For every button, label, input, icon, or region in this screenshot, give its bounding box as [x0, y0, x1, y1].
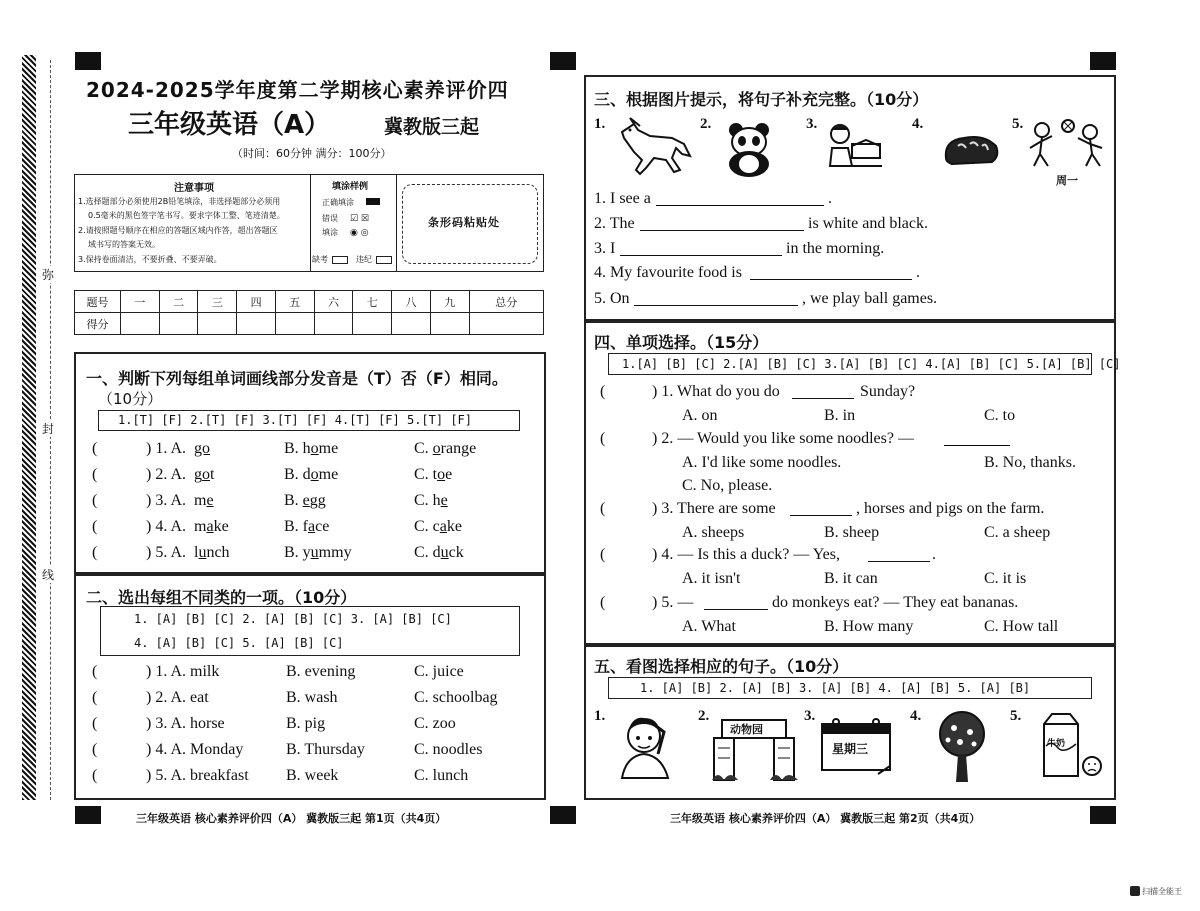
violation-box	[376, 256, 392, 264]
score-cell[interactable]	[237, 313, 276, 335]
section-1-answer-row[interactable]: 1.[T] [F] 2.[T] [F] 3.[T] [F] 4.[T] [F] 5.[T] [F]	[118, 413, 473, 427]
alignment-mark-bl	[75, 806, 101, 824]
section-1-points: （10分）	[98, 390, 163, 408]
option-text: ck	[448, 544, 464, 561]
question-blank	[704, 596, 768, 610]
calendar-weekday-text: 星期三	[832, 742, 869, 756]
answer-paren[interactable]: (	[92, 741, 98, 758]
option-a	[194, 544, 230, 562]
binding-char-2: 封	[42, 422, 55, 436]
underlined-letters: e	[440, 492, 448, 509]
score-header-cell: 四	[237, 291, 276, 313]
exam-title-line2: 三年级英语（A）	[128, 110, 331, 140]
notes-item-1: 1.选择题部分必须使用2B铅笔填涂，非选择题部分必须用	[78, 197, 281, 206]
sec5-pic-num-3: 3.	[804, 708, 816, 724]
section-4-answer-row[interactable]: 1.[A] [B] [C] 2.[A] [B] [C] 3.[A] [B] [C] 4.[A] [B] [C] 5.[A] [B] [C]	[622, 357, 1121, 371]
option-b: B. evening	[286, 663, 356, 680]
answer-paren[interactable]: (	[600, 383, 606, 400]
alignment-mark-tm1	[550, 52, 576, 70]
sentence-start: 1. I see a	[594, 190, 651, 207]
option-text: C. d	[414, 544, 441, 561]
question-number: ) 2. A.	[146, 466, 186, 483]
exam-title-line1: 2024-2025学年度第二学期核心素养评价四	[86, 78, 509, 102]
score-header-cell: 一	[121, 291, 160, 313]
footer-right: 三年级英语 核心素养评价四（A） 冀教版三起 第2页（共4页）	[670, 812, 981, 825]
underlined-letters: u	[440, 544, 449, 561]
sec5-pic-num-5: 5.	[1010, 708, 1022, 724]
option-a	[194, 466, 214, 484]
option-a	[194, 492, 214, 510]
section-2-answer-row-1[interactable]: 1. [A] [B] [C] 2. [A] [B] [C] 3. [A] [B] [C]	[134, 612, 452, 626]
underlined-letters: e	[302, 492, 310, 509]
option-a	[194, 518, 229, 536]
option-c: C. to	[984, 407, 1016, 424]
answer-paren[interactable]: (	[92, 715, 98, 732]
sentence-end: .	[916, 264, 920, 281]
sec5-pic-num-2: 2.	[698, 708, 710, 724]
section-1-title: 一、判断下列每组单词画线部分发音是（T）否（F）相同。	[86, 369, 508, 388]
underlined-letters: e	[206, 492, 214, 509]
option-c	[414, 492, 448, 510]
question-blank	[868, 548, 930, 562]
sentence-start: 5. On	[594, 290, 630, 307]
alignment-mark-tl	[75, 52, 101, 70]
underlined-letters: o	[202, 466, 210, 483]
question-option-a: ) 5. A. breakfast	[146, 767, 249, 784]
answer-paren[interactable]: (	[92, 440, 98, 457]
score-row-label: 得分	[75, 313, 121, 335]
option-text: ke	[446, 518, 462, 535]
question-blank	[944, 432, 1010, 446]
notes-item-5: 3.保持卷面清洁，不要折叠、不要弄破。	[78, 255, 222, 264]
option-text: gg	[309, 492, 326, 509]
sample-wrong-label-2: 填涂	[322, 228, 338, 237]
option-c: C. it is	[984, 570, 1027, 587]
option-a: A. sheeps	[682, 524, 745, 541]
option-c	[414, 544, 464, 562]
option-b	[284, 440, 338, 458]
question-stem: ) 5. —	[652, 594, 694, 611]
footer-left: 三年级英语 核心素养评价四（A） 冀教版三起 第1页（共4页）	[136, 812, 447, 825]
reading-child-icon	[826, 122, 884, 174]
question-stem-tail: Sunday?	[860, 383, 916, 400]
option-c: C. No, please.	[682, 477, 773, 494]
option-c: C. schoolbag	[414, 689, 498, 706]
option-c: C. a sheep	[984, 524, 1051, 541]
notes-divider	[310, 174, 311, 272]
binding-char-1: 弥	[42, 268, 55, 282]
score-cell[interactable]	[159, 313, 198, 335]
scanner-logo-icon	[1130, 886, 1140, 896]
score-header-cell: 七	[353, 291, 392, 313]
option-b	[284, 518, 329, 536]
option-c: C. How tall	[984, 618, 1059, 635]
sec3-pic5-caption: 周一	[1056, 174, 1078, 187]
option-text: range	[440, 440, 477, 457]
question-number: ) 5. A.	[146, 544, 186, 561]
option-text: m	[194, 518, 207, 535]
notes-item-4: 域书写的答案无效。	[88, 240, 160, 249]
notes-heading: 注意事项	[174, 183, 214, 194]
option-b: B. wash	[286, 689, 338, 706]
question-stem: ) 3. There are some	[652, 500, 776, 517]
option-text: e	[445, 466, 453, 483]
answer-paren[interactable]: (	[600, 430, 606, 447]
option-c	[414, 466, 452, 484]
question-stem-tail: , horses and pigs on the farm.	[856, 500, 1045, 517]
alignment-mark-br	[1090, 806, 1116, 824]
answer-paren[interactable]: (	[92, 544, 98, 561]
score-table-header-row	[75, 291, 544, 313]
option-text: t	[210, 466, 215, 483]
option-text: C. h	[414, 492, 441, 509]
option-text: B. h	[284, 440, 311, 457]
binding-strip	[22, 55, 36, 800]
question-stem: ) 4. — Is this a duck? — Yes,	[652, 546, 840, 563]
section-5-answer-row[interactable]: 1. [A] [B] 2. [A] [B] 3. [A] [B] 4. [A] [B] 5. [A] [B]	[640, 681, 1031, 695]
score-cell[interactable]	[314, 313, 353, 335]
panda-icon	[722, 122, 776, 178]
option-b	[284, 544, 352, 562]
option-b: B. in	[824, 407, 856, 424]
option-text: ce	[315, 518, 330, 535]
question-number: ) 4. A.	[146, 518, 186, 535]
sec3-pic-num-4: 4.	[912, 116, 924, 132]
underlined-letters: u	[310, 544, 319, 561]
option-c	[414, 518, 462, 536]
option-text: me	[318, 440, 339, 457]
sentence-start: 3. I	[594, 240, 616, 257]
option-a	[194, 440, 210, 458]
option-text: ke	[213, 518, 229, 535]
fill-blank-input[interactable]	[634, 292, 798, 306]
section-5-title: 五、看图选择相应的句子。（10分）	[594, 657, 849, 676]
answer-paren[interactable]: (	[92, 663, 98, 680]
option-b: B. How many	[824, 618, 914, 635]
horse-icon	[610, 118, 692, 176]
underlined-letters: o	[437, 466, 446, 483]
barcode-label: 条形码粘贴处	[428, 216, 500, 229]
option-text: mmy	[318, 544, 352, 561]
score-header-cell: 六	[314, 291, 353, 313]
underlined-letters: u	[198, 544, 207, 561]
milk-carton-text: 牛奶	[1047, 739, 1066, 749]
question-stem: ) 2. — Would you like some noodles? —	[652, 430, 914, 447]
question-stem: ) 1. What do you do	[652, 383, 780, 400]
score-cell[interactable]	[275, 313, 314, 335]
underlined-letters: o	[432, 440, 441, 457]
score-table-score-row	[75, 313, 544, 335]
section-2-title: 二、选出每组不同类的一项。（10分）	[86, 588, 357, 607]
option-text: me	[318, 466, 339, 483]
sentence-end: , we play ball games.	[802, 290, 938, 307]
option-text: g	[194, 466, 202, 483]
option-text: nch	[206, 544, 230, 561]
option-text: m	[194, 492, 207, 509]
section-2-answer-row-2[interactable]: 4. [A] [B] [C] 5. [A] [B] [C]	[134, 636, 344, 650]
alignment-mark-bm1	[550, 806, 576, 824]
underlined-letters: go	[194, 440, 210, 457]
alignment-mark-tr	[1090, 52, 1116, 70]
sample-correct-fill	[366, 198, 380, 205]
absent-box	[332, 256, 348, 264]
sentence-end: is white and black.	[808, 215, 928, 232]
answer-paren[interactable]: (	[92, 466, 98, 483]
option-b: B. sheep	[824, 524, 880, 541]
answer-paren[interactable]: (	[92, 767, 98, 784]
sec5-pic-num-1: 1.	[594, 708, 606, 724]
exam-edition: 冀教版三起	[384, 116, 480, 138]
section-4-title: 四、单项选择。（15分）	[594, 333, 769, 352]
underlined-letters: a	[439, 518, 447, 535]
sample-wrong-label-1: 错误	[322, 214, 338, 223]
answer-paren[interactable]: (	[600, 500, 606, 517]
option-b: B. No, thanks.	[984, 454, 1076, 471]
exam-time-info: （时间：60分钟 满分：100分）	[232, 147, 392, 160]
sample-wrong-marks: ☑ ☒ ◉ ◎	[350, 214, 369, 238]
notes-item-2: 0.5毫米的黑色签字笔书写。要求字体工整、笔迹清楚。	[88, 211, 285, 220]
answer-paren[interactable]: (	[92, 689, 98, 706]
binding-char-3: 线	[42, 568, 55, 582]
option-text: l	[194, 544, 199, 561]
option-a: A. on	[682, 407, 718, 424]
option-text: B. f	[284, 518, 308, 535]
score-header-cell: 二	[159, 291, 198, 313]
option-text: B. d	[284, 466, 311, 483]
sec3-pic-num-1: 1.	[594, 116, 606, 132]
question-option-a: ) 2. A. eat	[146, 689, 209, 706]
fill-blank-input[interactable]	[620, 242, 782, 256]
fill-blank-input[interactable]	[656, 192, 824, 206]
score-header-cell: 题号	[75, 291, 121, 313]
option-text: C. c	[414, 518, 440, 535]
answer-paren[interactable]: (	[600, 546, 606, 563]
question-number: ) 1. A.	[146, 440, 186, 457]
option-text: C. t	[414, 466, 438, 483]
option-b	[284, 492, 326, 510]
option-a: A. it isn't	[682, 570, 741, 587]
question-number: ) 3. A.	[146, 492, 186, 509]
option-b: B. week	[286, 767, 339, 784]
score-cell[interactable]	[469, 313, 543, 335]
underlined-letters: a	[308, 518, 316, 535]
question-blank	[792, 385, 854, 399]
answer-paren[interactable]: (	[92, 518, 98, 535]
option-b: B. Thursday	[286, 741, 365, 758]
score-cell[interactable]	[198, 313, 237, 335]
tree-icon	[930, 710, 994, 786]
score-cell[interactable]	[430, 313, 469, 335]
ball-game-icon	[1030, 118, 1104, 170]
option-text: C.	[414, 440, 433, 457]
zoo-sign-text: 动物园	[730, 723, 763, 736]
underlined-letters: a	[206, 518, 214, 535]
option-a: A. I'd like some noodles.	[682, 454, 842, 471]
section-3-title: 三、根据图片提示，将句子补充完整。（10分）	[594, 90, 929, 109]
score-cell[interactable]	[121, 313, 160, 335]
sec3-pic-num-3: 3.	[806, 116, 818, 132]
bread-icon	[942, 132, 1000, 168]
score-table	[74, 290, 544, 335]
question-blank	[790, 502, 852, 516]
underlined-letters: o	[310, 466, 319, 483]
option-b	[284, 466, 338, 484]
score-header-cell: 九	[430, 291, 469, 313]
notes-divider-2	[396, 174, 397, 272]
absent-label: 缺考	[312, 255, 328, 264]
notes-item-3: 2.请按照题号顺序在相应的答题区域内作答，超出答题区	[78, 226, 278, 235]
option-text: B.	[284, 492, 303, 509]
answer-paren[interactable]: (	[600, 594, 606, 611]
answer-paren[interactable]: (	[92, 492, 98, 509]
sec5-pic-num-4: 4.	[910, 708, 922, 724]
question-option-a: ) 3. A. horse	[146, 715, 225, 732]
fill-blank-input[interactable]	[640, 217, 804, 231]
sample-heading: 填涂样例	[332, 182, 369, 192]
sentence-start: 2. The	[594, 215, 635, 232]
option-b: B. it can	[824, 570, 878, 587]
sec3-pic-num-5: 5.	[1012, 116, 1024, 132]
sentence-end: in the morning.	[786, 240, 885, 257]
score-header-cell: 八	[392, 291, 431, 313]
thinking-boy-icon	[614, 712, 676, 780]
score-header-cell: 三	[198, 291, 237, 313]
option-b: B. pig	[286, 715, 326, 732]
sec3-pic-num-2: 2.	[700, 116, 712, 132]
option-text: B. y	[284, 544, 311, 561]
sentence-end: .	[828, 190, 832, 207]
fill-blank-input[interactable]	[750, 266, 912, 280]
option-c: C. juice	[414, 663, 464, 680]
violation-label: 违纪	[356, 255, 372, 264]
question-stem-tail: do monkeys eat? — They eat bananas.	[772, 594, 1019, 611]
question-option-a: ) 4. A. Monday	[146, 741, 244, 758]
sentence-start: 4. My favourite food is	[594, 264, 742, 281]
option-a: A. What	[682, 618, 736, 635]
score-header-cell: 五	[275, 291, 314, 313]
sample-correct-label: 正确填涂	[322, 198, 354, 207]
score-cell[interactable]	[392, 313, 431, 335]
option-c: C. lunch	[414, 767, 469, 784]
score-header-cell: 总分	[469, 291, 543, 313]
option-c: C. noodles	[414, 741, 483, 758]
underlined-letters: o	[310, 440, 319, 457]
question-option-a: ) 1. A. milk	[146, 663, 220, 680]
option-c	[414, 440, 476, 458]
scanner-watermark: 扫描全能王	[1142, 887, 1182, 896]
score-cell[interactable]	[353, 313, 392, 335]
option-c: C. zoo	[414, 715, 456, 732]
question-stem-tail: .	[932, 546, 936, 563]
